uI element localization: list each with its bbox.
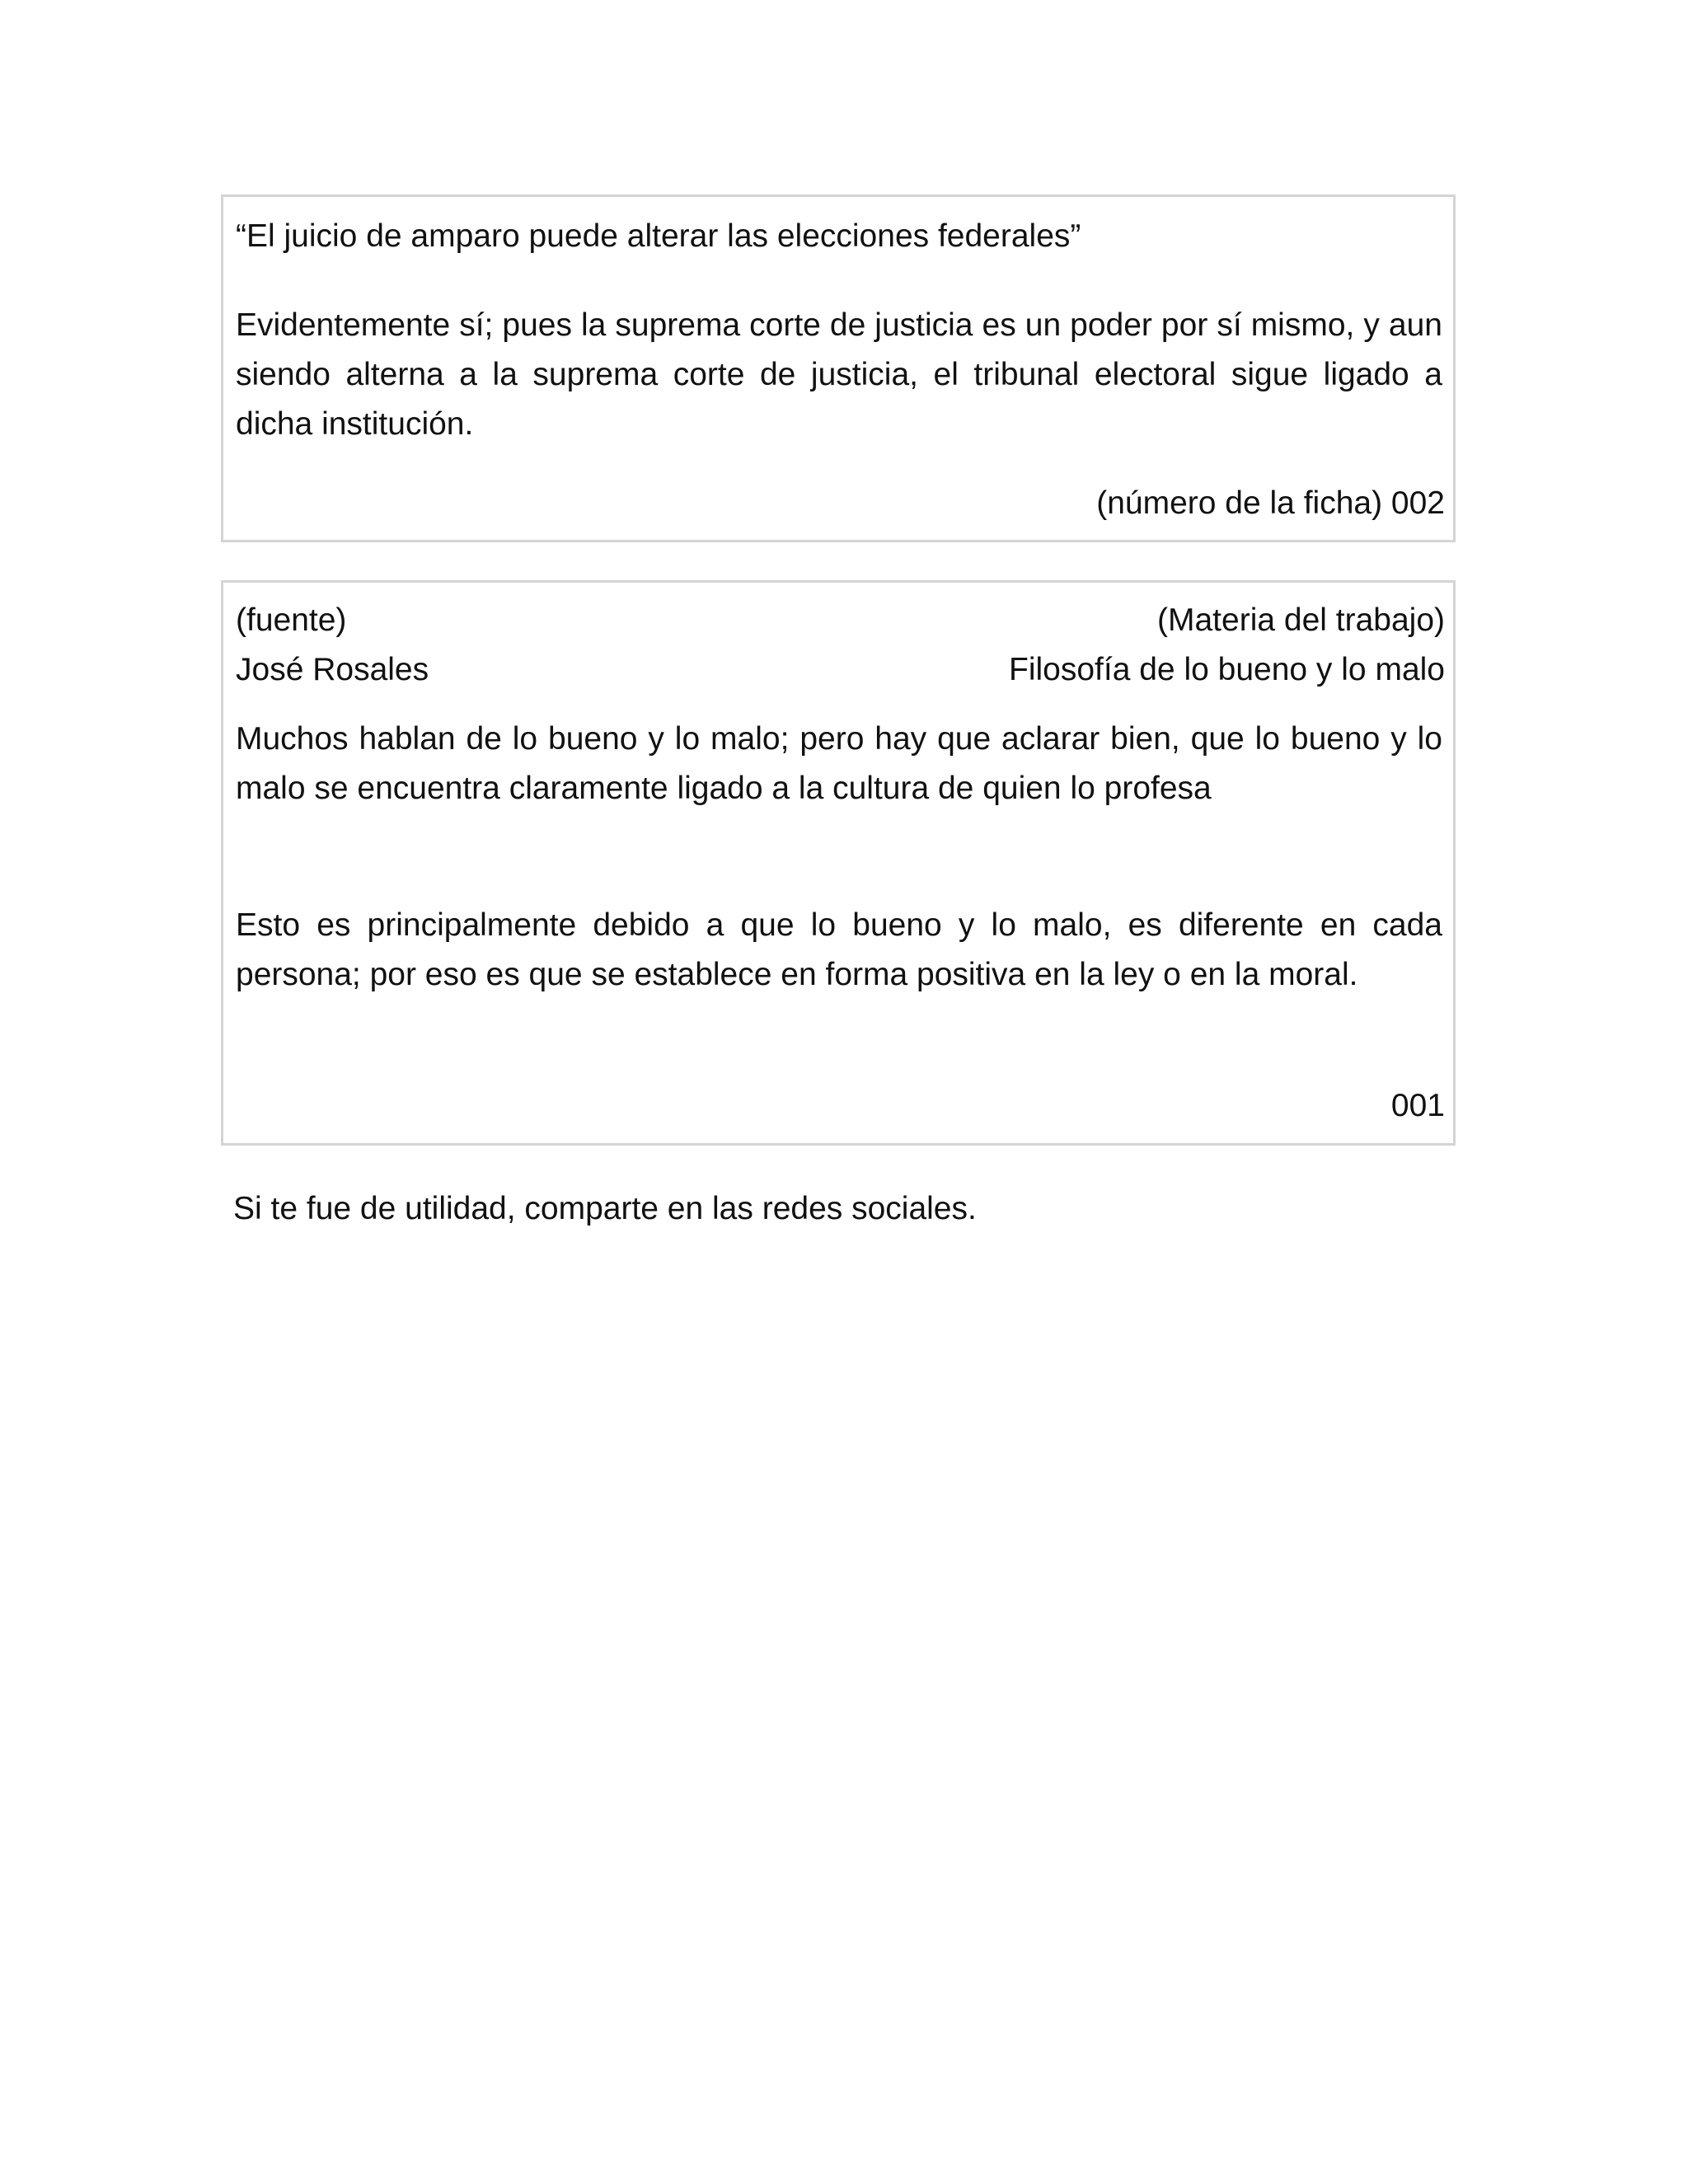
share-prompt: Si te fue de utilidad, comparte en las redes sociales. [233, 1191, 977, 1226]
card-number: 001 [1390, 1088, 1445, 1123]
subject-title: Filosofía de lo bueno y lo malo [1009, 652, 1445, 687]
subject-label: (Materia del trabajo) [1157, 602, 1445, 638]
card-body: Evidentemente sí; pues la suprema corte de justicia es un poder por sí mismo, y aun siendo alterna a la suprema corte de justicia, el tribunal electoral sigue ligado a dicha institución. [236, 307, 1442, 442]
note-card-1 [221, 194, 1456, 542]
card-title: “El juicio de amparo puede alterar las elecciones federales” [236, 218, 1081, 254]
card-paragraph-1: Muchos hablan de lo bueno y lo malo; pero hay que aclarar bien, que lo bueno y lo malo se encuentra claramente ligado a la cultura de quien lo profesa [236, 721, 1442, 806]
card-paragraph-2: Esto es principalmente debido a que lo bueno y lo malo, es diferente en cada persona; por eso es que se establece en forma positiva en la ley o en la moral. [236, 907, 1442, 992]
card-number: (número de la ficha) 002 [1096, 485, 1445, 521]
author-name: José Rosales [236, 652, 429, 687]
source-label: (fuente) [236, 602, 347, 638]
note-card-2 [221, 580, 1456, 1146]
